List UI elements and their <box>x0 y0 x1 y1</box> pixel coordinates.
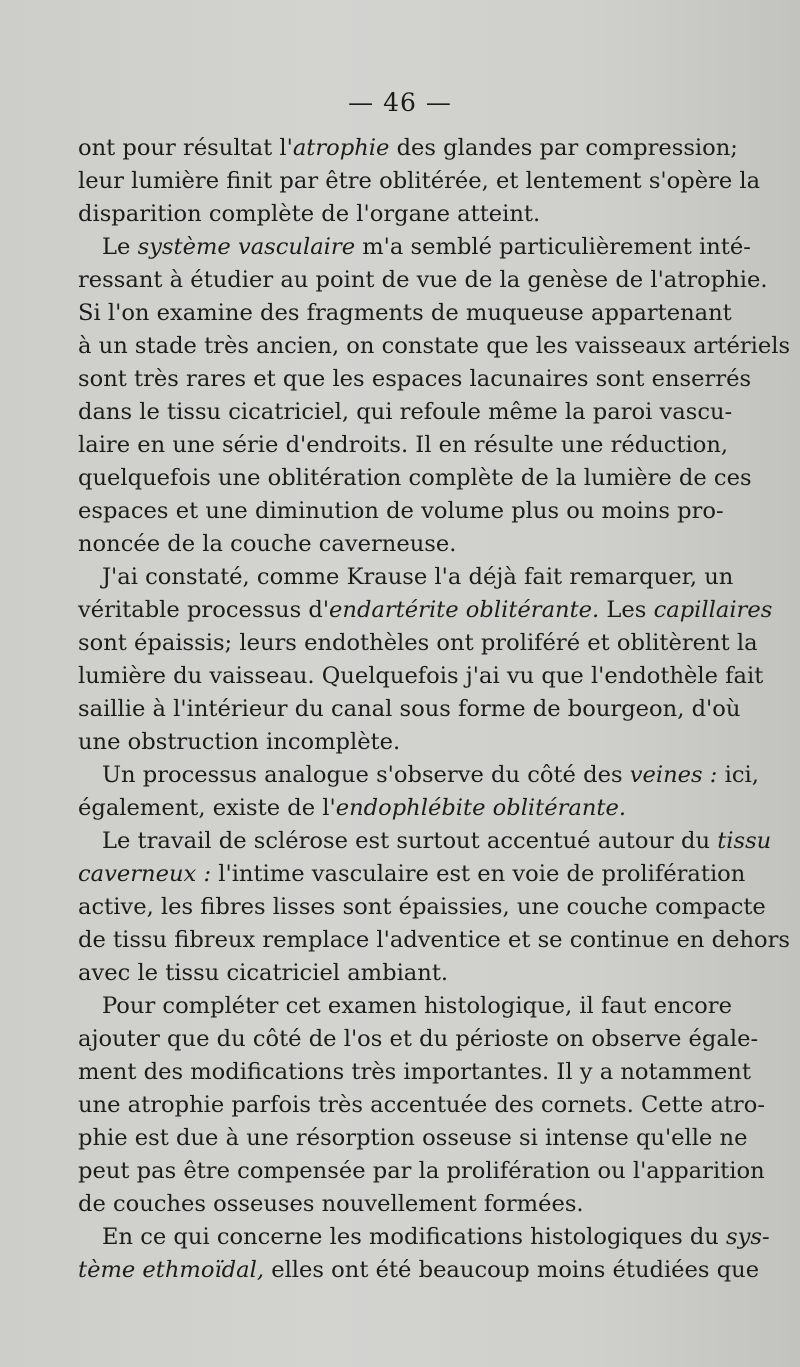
italic-text: endophlébite oblitérante. <box>335 795 627 821</box>
text-line <box>78 198 722 231</box>
text-line <box>78 363 752 396</box>
text-segment: dans le tissu cicatriciel, qui refoule même la paroi vascu- <box>78 399 733 425</box>
text-segment: avec le tissu cicatriciel ambiant. <box>78 960 449 986</box>
text-line <box>78 594 773 627</box>
text-line <box>78 1155 765 1188</box>
text-line <box>78 759 759 792</box>
text-segment: Pour compléter cet examen histologique, il faut encore <box>102 993 732 1019</box>
italic-text: veines : <box>629 762 718 788</box>
text-segment: ont pour résultat l' <box>78 135 293 161</box>
text-line <box>78 990 732 1023</box>
text-segment: l'intime vasculaire est en voie de prolifération <box>211 861 746 887</box>
text-line <box>78 561 734 594</box>
text-line <box>78 132 738 165</box>
text-line <box>78 297 732 330</box>
text-segment: phie est due à une résorption osseuse si intense qu'elle ne <box>78 1125 748 1151</box>
text-segment: ment des modifications très importantes. Il y a notamment <box>78 1059 751 1085</box>
text-segment: de couches osseuses nouvellement formées. <box>78 1191 584 1217</box>
text-segment: Le <box>102 234 138 260</box>
text-line <box>78 660 764 693</box>
text-segment: lumière du vaisseau. Quelquefois j'ai vu que l'endothèle fait <box>78 663 764 689</box>
italic-text: tissu <box>717 828 772 854</box>
text-line <box>78 231 751 264</box>
text-segment: Le travail de sclérose est surtout accentué autour du <box>102 828 718 854</box>
text-line <box>78 429 729 462</box>
text-line <box>78 165 761 198</box>
text-segment: Si l'on examine des fragments de muqueuse appartenant <box>78 300 732 326</box>
text-segment: noncée de la couche caverneuse. <box>78 531 457 557</box>
page-number: — 46 — <box>348 88 452 117</box>
text-segment: laire en une série d'endroits. Il en résulte une réduction, <box>78 432 729 458</box>
text-line <box>78 891 766 924</box>
text-line <box>78 1056 751 1089</box>
text-segment: saillie à l'intérieur du canal sous forme de bourgeon, d'où <box>78 696 741 722</box>
italic-text: atrophie <box>292 135 390 161</box>
text-line <box>78 693 741 726</box>
text-segment: à un stade très ancien, on constate que les vaisseaux artériels <box>78 333 791 359</box>
text-line <box>78 1122 748 1155</box>
text-segment: sont épaissis; leurs endothèles ont proliféré et oblitèrent la <box>78 630 758 656</box>
text-segment: ici, <box>717 762 759 788</box>
text-line <box>78 1188 722 1221</box>
text-line <box>78 627 758 660</box>
body-text <box>78 132 791 1287</box>
text-segment: des glandes par compression; <box>389 135 738 161</box>
text-segment: une atrophie parfois très accentuée des cornets. Cette atro- <box>78 1092 765 1118</box>
text-line <box>78 462 752 495</box>
text-segment: espaces et une diminution de volume plus ou moins pro- <box>78 498 724 524</box>
text-segment: également, existe de l' <box>78 795 336 821</box>
italic-text: endartérite oblitérante. <box>329 597 600 623</box>
italic-text: caverneux : <box>78 861 212 887</box>
text-line <box>78 396 733 429</box>
italic-text: système vasculaire <box>137 234 356 260</box>
text-line <box>78 792 722 825</box>
text-line <box>78 825 772 858</box>
text-segment: leur lumière finit par être oblitérée, et lentement s'opère la <box>78 168 761 194</box>
text-line <box>78 264 768 297</box>
text-line <box>78 330 791 363</box>
text-line <box>78 924 790 957</box>
text-line <box>78 957 722 990</box>
text-line <box>78 1023 759 1056</box>
text-segment: disparition complète de l'organe atteint. <box>78 201 541 227</box>
text-segment: elles ont été beaucoup moins étudiées que <box>264 1257 760 1283</box>
text-line <box>78 1221 770 1254</box>
text-line <box>78 726 722 759</box>
text-segment: véritable processus d' <box>78 597 330 623</box>
text-segment: En ce qui concerne les modifications histologiques du <box>102 1224 727 1250</box>
text-segment: peut pas être compensée par la prolifération ou l'apparition <box>78 1158 765 1184</box>
text-line <box>78 1089 765 1122</box>
text-segment: une obstruction incomplète. <box>78 729 401 755</box>
text-segment: Un processus analogue s'observe du côté des <box>102 762 630 788</box>
italic-text: capillaires <box>653 597 773 623</box>
text-line <box>78 528 722 561</box>
italic-text: sys- <box>726 1224 770 1250</box>
text-segment: ajouter que du côté de l'os et du périoste on observe égale- <box>78 1026 759 1052</box>
text-segment: J'ai constaté, comme Krause l'a déjà fait remarquer, un <box>102 564 734 590</box>
text-line <box>78 858 746 891</box>
text-segment: quelquefois une oblitération complète de la lumière de ces <box>78 465 752 491</box>
text-segment: Les <box>599 597 654 623</box>
text-segment: m'a semblé particulièrement inté- <box>355 234 751 260</box>
text-segment: sont très rares et que les espaces lacunaires sont enserrés <box>78 366 752 392</box>
text-line <box>78 1254 760 1287</box>
text-segment: de tissu fibreux remplace l'adventice et se continue en dehors <box>78 927 790 953</box>
italic-text: tème ethmoïdal, <box>78 1257 265 1283</box>
text-line <box>78 495 722 528</box>
text-segment: active, les fibres lisses sont épaissies, une couche compacte <box>78 894 766 920</box>
text-segment: ressant à étudier au point de vue de la genèse de l'atrophie. <box>78 267 768 293</box>
